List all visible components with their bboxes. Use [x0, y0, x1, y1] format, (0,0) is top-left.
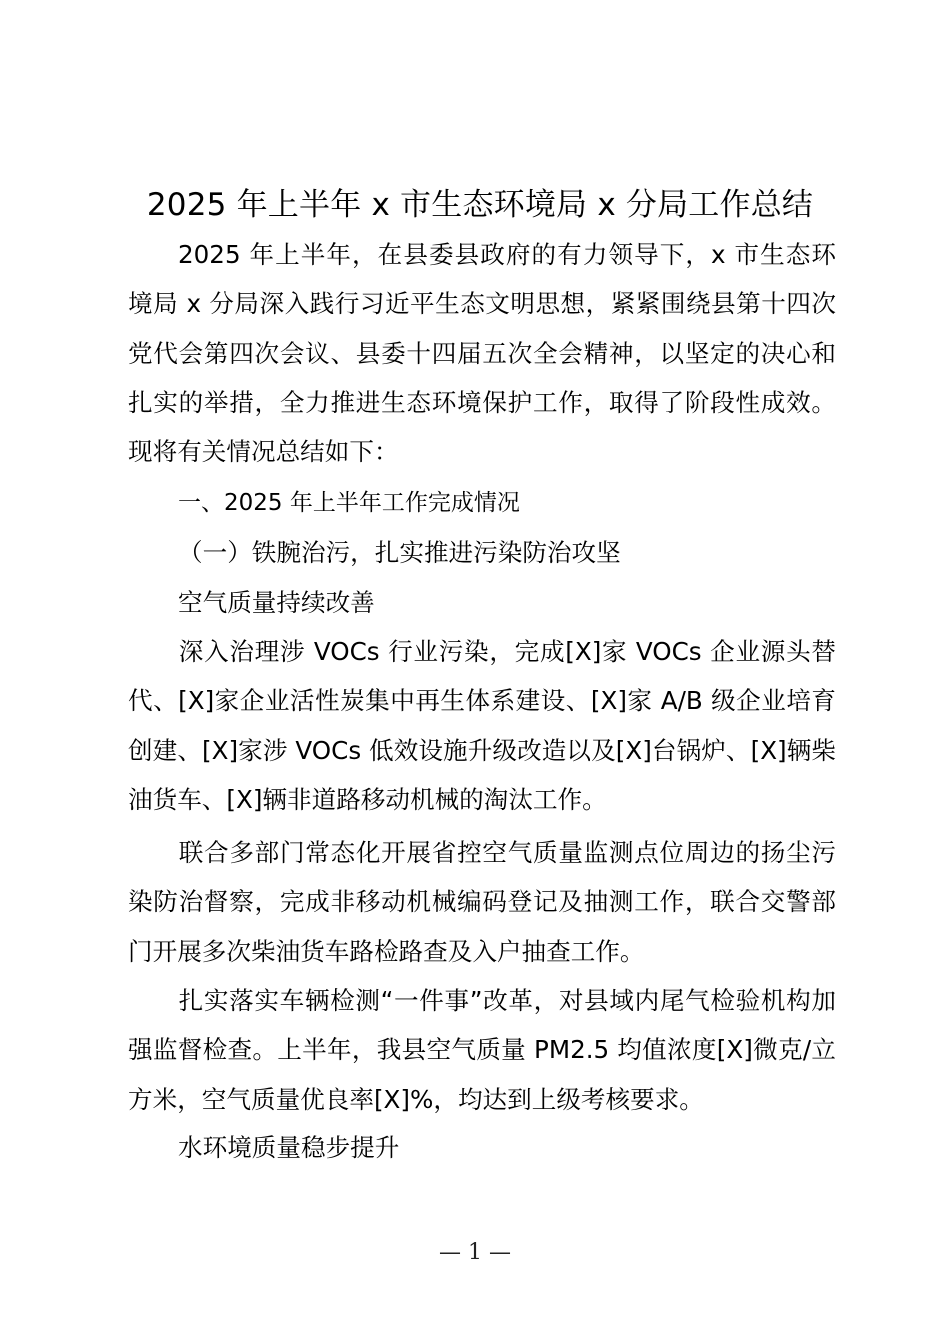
vocs-text: 深入治理涉 VOCs 行业污染，完成[X]家 VOCs 企业源头替代、[X]家企业活性炭集中再生体系建设、[X]家 A/B 级企业培育创建、[X]家涉 VOCs 低效设施升级改造以及[X]台锅炉、[X]辆柴油货车、[X]辆非道路移动机械的淘汰工作。 [128, 637, 836, 814]
dust-text: 联合多部门常态化开展省控空气质量监测点位周边的扬尘污染防治督察，完成非移动机械编码登记及抽测工作，联合交警部门开展多次柴油货车路检路查及入户抽查工作。 [128, 838, 836, 966]
section-heading: 一、2025 年上半年工作完成情况 [178, 490, 520, 516]
document-title: 2025 年上半年 x 市生态环境局 x 分局工作总结 [146, 187, 814, 223]
topic-heading-air: 空气质量持续改善 [178, 588, 375, 617]
vehicle-text: 扎实落实车辆检测“一件事”改革，对县域内尾气检验机构加强监督检查。上半年，我县空气质量 PM2.5 均值浓度[X]微克/立方米，空气质量优良率[X]%，均达到上级考核要求。 [128, 986, 836, 1114]
dust-paragraph [128, 828, 836, 976]
vehicle-paragraph [128, 976, 836, 1124]
intro-text: 2025 年上半年，在县委县政府的有力领导下，x 市生态环境局 x 分局深入践行习近平生态文明思想，紧紧围绕县第十四次党代会第四次会议、县委十四届五次全会精神，以坚定的决心和扎实的举措，全力推进生态环境保护工作，取得了阶段性成效。现将有关情况总结如下： [128, 240, 836, 467]
vocs-paragraph [128, 627, 836, 824]
subsection-heading: （一）铁腕治污，扎实推进污染防治攻坚 [178, 538, 621, 567]
intro-paragraph [128, 230, 836, 476]
page-number: — 1 — [439, 1240, 511, 1265]
topic-heading-water: 水环境质量稳步提升 [178, 1133, 400, 1162]
